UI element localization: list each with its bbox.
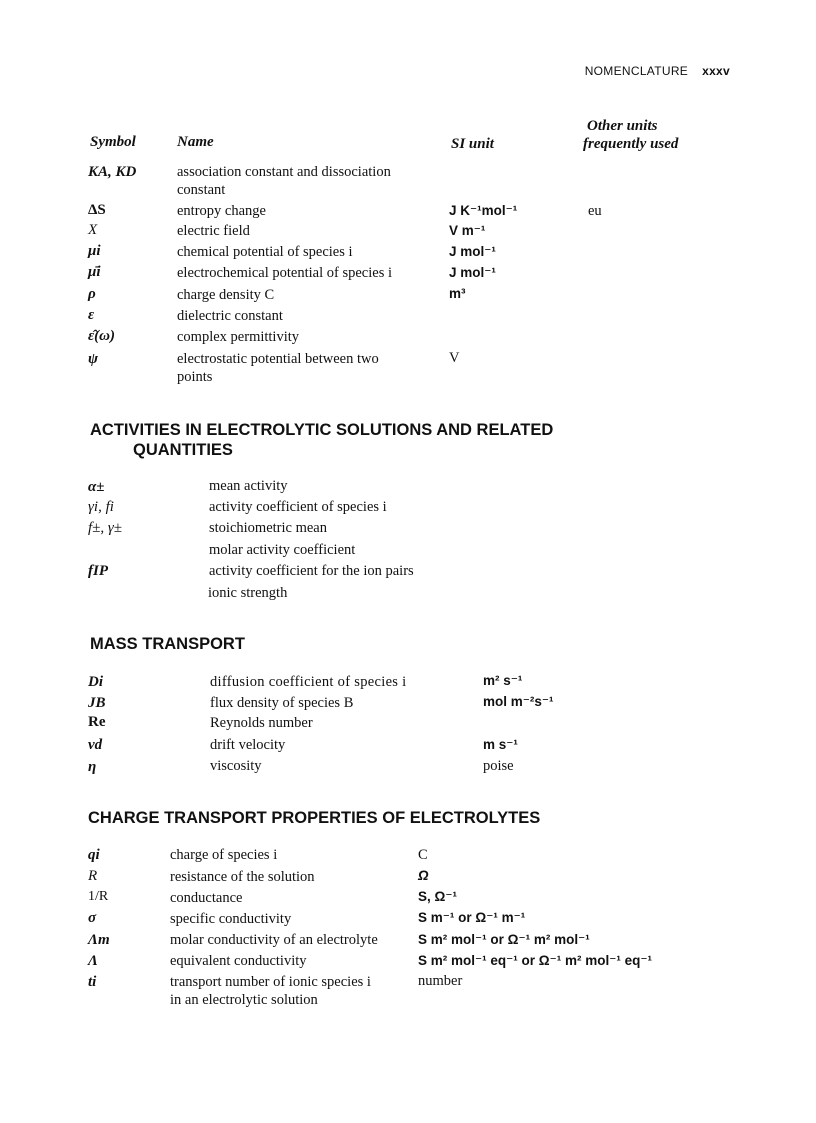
name-ion-pairs-activity: activity coefficient for the ion pairs [209, 563, 414, 579]
col-header-symbol: Symbol [90, 134, 136, 150]
unit-electrostatic-potential: V [449, 350, 460, 366]
symbol-epsilon: ε [88, 307, 95, 323]
name-electrostatic-potential: electrostatic potential between two [177, 351, 379, 367]
symbol-delta-s: ΔS [88, 202, 106, 218]
name-transport-number: transport number of ionic species i [170, 974, 371, 990]
name-molar-conductivity: molar conductivity of an electrolyte [170, 932, 378, 948]
name-electrochemical-potential: electrochemical potential of species i [177, 265, 392, 281]
symbol-epsilon-hat: ε̂(ω) [88, 328, 115, 344]
unit-equivalent-conductivity: S m² mol⁻¹ eq⁻¹ or Ω⁻¹ m² mol⁻¹ eq⁻¹ [418, 953, 652, 968]
unit-entropy-change: J K⁻¹mol⁻¹ [449, 203, 518, 218]
unit-resistance: Ω [418, 868, 429, 883]
name-equivalent-conductivity: equivalent conductivity [170, 953, 307, 969]
symbol-lambda-m: Λm [88, 932, 110, 948]
symbol-eta: η [88, 759, 97, 775]
symbol-mu-bar-i: μ̄i [88, 264, 101, 280]
symbol-re: Re [88, 714, 106, 730]
symbol-j-b: JB [88, 695, 106, 711]
unit-chemical-potential: J mol⁻¹ [449, 244, 496, 259]
unit-specific-conductivity: S m⁻¹ or Ω⁻¹ m⁻¹ [418, 910, 526, 925]
symbol-rho: ρ [88, 286, 96, 302]
unit-viscosity: poise [483, 758, 514, 774]
unit-charge: C [418, 847, 428, 863]
name-charge-of-species: charge of species i [170, 847, 278, 863]
symbol-q-i: qi [88, 847, 100, 863]
name-entropy-change: entropy change [177, 203, 266, 219]
name-electrostatic-potential-cont: points [177, 369, 213, 385]
name-mean-activity: mean activity [209, 478, 288, 494]
col-header-other-2: frequently used [583, 136, 679, 152]
name-complex-permittivity: complex permittivity [177, 329, 300, 345]
symbol-v-d: vd [88, 737, 103, 753]
unit-transport-number: number [418, 973, 463, 989]
name-specific-conductivity: specific conductivity [170, 911, 292, 927]
page-number: xxxv [702, 64, 730, 78]
running-header [585, 64, 730, 78]
name-diffusion-coefficient: diffusion coefficient of species i [210, 674, 407, 690]
name-flux-density: flux density of species B [210, 695, 354, 711]
name-electric-field: electric field [177, 223, 250, 239]
symbol-sigma: σ [88, 910, 97, 926]
name-transport-number-cont: in an electrolytic solution [170, 992, 318, 1008]
symbol-t-i: ti [88, 974, 97, 990]
unit-charge-density: m³ [449, 286, 466, 301]
section-title-charge-transport: CHARGE TRANSPORT PROPERTIES OF ELECTROLYTES [88, 809, 541, 827]
name-stoichiometric-mean: stoichiometric mean [209, 520, 327, 536]
other-entropy-change: eu [588, 203, 602, 219]
name-reynolds-number: Reynolds number [210, 715, 313, 731]
col-header-other-1: Other units [587, 118, 658, 134]
name-molar-activity-coefficient: molar activity coefficient [209, 542, 356, 558]
symbol-psi: ψ [88, 351, 99, 367]
symbol-alpha-pm: α± [88, 479, 105, 495]
name-association-constant-cont: constant [177, 182, 226, 198]
symbol-f-pm-gamma-pm: f±, γ± [88, 520, 123, 536]
symbol-x: X [88, 222, 98, 238]
name-ionic-strength: ionic strength [208, 585, 288, 601]
symbol-f-ip: fIP [88, 563, 108, 579]
unit-drift-velocity: m s⁻¹ [483, 737, 518, 752]
symbol-ka-kd: KA, KD [88, 164, 137, 180]
name-charge-density: charge density C [177, 287, 275, 303]
unit-conductance: S, Ω⁻¹ [418, 889, 457, 904]
name-resistance: resistance of the solution [170, 869, 315, 885]
unit-flux-density: mol m⁻²s⁻¹ [483, 694, 554, 709]
section-title-mass-transport: MASS TRANSPORT [90, 635, 245, 653]
name-chemical-potential: chemical potential of species i [177, 244, 353, 260]
name-dielectric-constant: dielectric constant [177, 308, 283, 324]
col-header-name: Name [177, 134, 214, 150]
name-conductance: conductance [170, 890, 243, 906]
symbol-one-over-r: 1/R [88, 889, 109, 904]
unit-electric-field: V m⁻¹ [449, 223, 486, 238]
symbol-d-i: Di [88, 674, 103, 690]
symbol-lambda: Λ [88, 953, 99, 969]
name-activity-coefficient: activity coefficient of species i [209, 499, 387, 515]
symbol-mu-i: μi [88, 243, 101, 259]
header-section: NOMENCLATURE [584, 64, 689, 78]
symbol-gamma-i-f-i: γi, fi [88, 499, 114, 515]
name-drift-velocity: drift velocity [210, 737, 286, 753]
unit-electrochemical-potential: J mol⁻¹ [449, 265, 496, 280]
section-title-activities: ACTIVITIES IN ELECTROLYTIC SOLUTIONS AND RELATED QUANTITIES [90, 421, 554, 459]
col-header-si-unit: SI unit [451, 136, 494, 152]
name-viscosity: viscosity [210, 758, 262, 774]
unit-diffusion-coefficient: m² s⁻¹ [483, 673, 523, 688]
name-association-constant: association constant and dissociation [177, 164, 391, 180]
unit-molar-conductivity: S m² mol⁻¹ or Ω⁻¹ m² mol⁻¹ [418, 932, 590, 947]
symbol-r: R [88, 868, 98, 884]
